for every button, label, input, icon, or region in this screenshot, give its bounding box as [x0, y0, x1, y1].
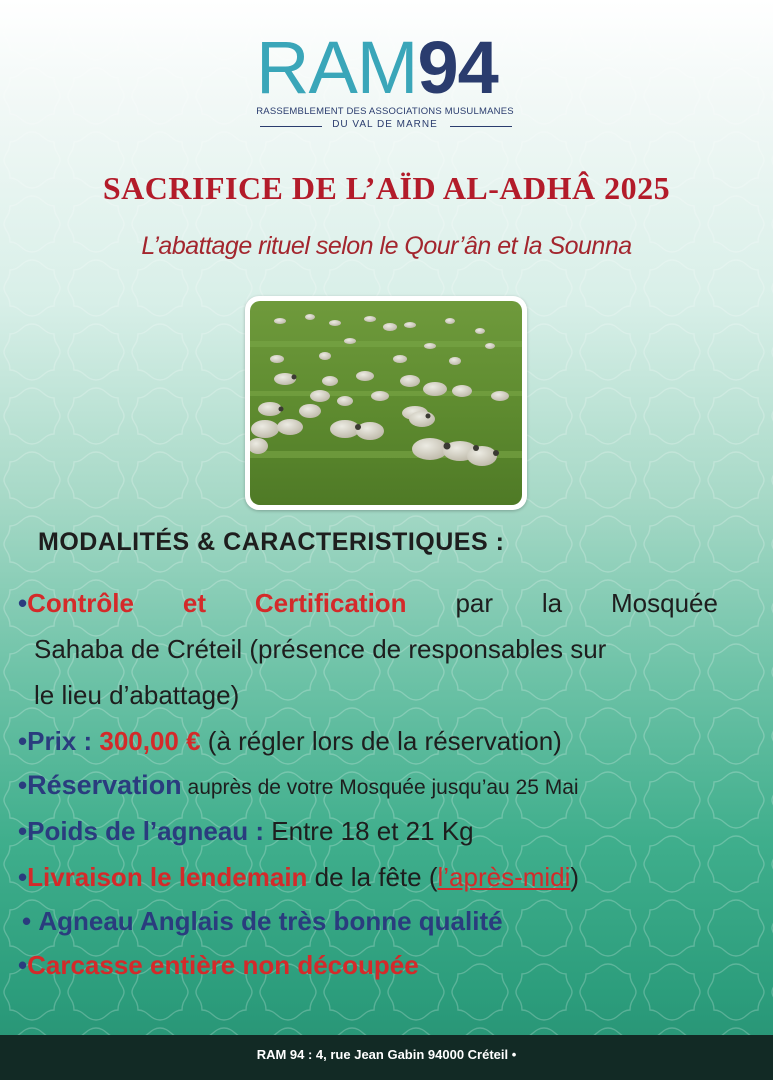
- logo-ram-text: RAM: [256, 26, 418, 109]
- logo-number-text: 94: [417, 26, 498, 109]
- bullet: •: [18, 588, 28, 618]
- bullet: •: [18, 816, 28, 846]
- carcass-text: Carcasse entière non découpée: [27, 950, 419, 980]
- logo-divider-right: [450, 126, 512, 127]
- bullet: •: [18, 862, 28, 892]
- delivery-label: Livraison le lendemain: [27, 862, 308, 892]
- list-item-quality: [22, 906, 503, 937]
- control-word-3: Certification: [254, 588, 407, 618]
- price-label: Prix :: [27, 726, 100, 756]
- control-word-6: Mosquée: [611, 588, 718, 618]
- ram94-logo: [250, 28, 525, 138]
- bullet: •: [18, 770, 28, 800]
- list-item-reservation: [18, 770, 579, 801]
- delivery-note-b: ): [570, 862, 580, 892]
- reservation-note: auprès de votre Mosquée jusqu’au 25 Mai: [181, 776, 579, 799]
- list-item-price: [18, 726, 562, 757]
- sheep-field-illustration: [250, 301, 522, 505]
- price-note: (à régler lors de la réservation): [200, 726, 562, 756]
- list-item-weight: [18, 816, 474, 847]
- sheep-photo: [250, 301, 522, 505]
- logo-subtitle-line2: DU VAL DE MARNE: [332, 119, 438, 130]
- bullet: •: [18, 950, 28, 980]
- logo-wordmark: [256, 28, 498, 108]
- logo-subtitle-line1: RASSEMBLEMENT DES ASSOCIATIONS MUSULMANES: [256, 106, 514, 117]
- control-word-1: Contrôle: [27, 588, 134, 618]
- control-word-4: par: [455, 588, 494, 618]
- control-line2: Sahaba de Créteil (présence de responsables sur: [34, 634, 607, 664]
- delivery-time-link: l’après-midi: [437, 862, 571, 892]
- list-item-control: [18, 588, 718, 619]
- page-title: SACRIFICE DE L’AÏD AL-ADHÂ 2025: [102, 170, 671, 206]
- section-heading: MODALITÉS & CARACTERISTIQUES :: [38, 528, 505, 556]
- photo-frame: [245, 296, 527, 510]
- bullet: •: [22, 906, 32, 936]
- quality-text: Agneau Anglais de très bonne qualité: [38, 906, 503, 936]
- page-subtitle: L’abattage rituel selon le Qour’ân et la Sounna: [141, 232, 632, 260]
- control-line3: le lieu d’abattage): [34, 680, 240, 710]
- list-item-carcass: [18, 950, 419, 981]
- footer-bar: [0, 1035, 773, 1080]
- delivery-note-a: de la fête (: [307, 862, 438, 892]
- footer-address: RAM 94 : 4, rue Jean Gabin 94000 Créteil •: [256, 1047, 517, 1062]
- reservation-label: Réservation: [27, 770, 182, 800]
- control-word-5: la: [541, 588, 563, 618]
- weight-note: Entre 18 et 21 Kg: [271, 816, 474, 846]
- bullet: •: [18, 726, 28, 756]
- price-value: 300,00 €: [99, 726, 201, 756]
- control-line1: [18, 588, 718, 619]
- control-word-2: et: [182, 588, 206, 618]
- weight-label: Poids de l’agneau :: [27, 816, 272, 846]
- list-item-delivery: [18, 862, 579, 893]
